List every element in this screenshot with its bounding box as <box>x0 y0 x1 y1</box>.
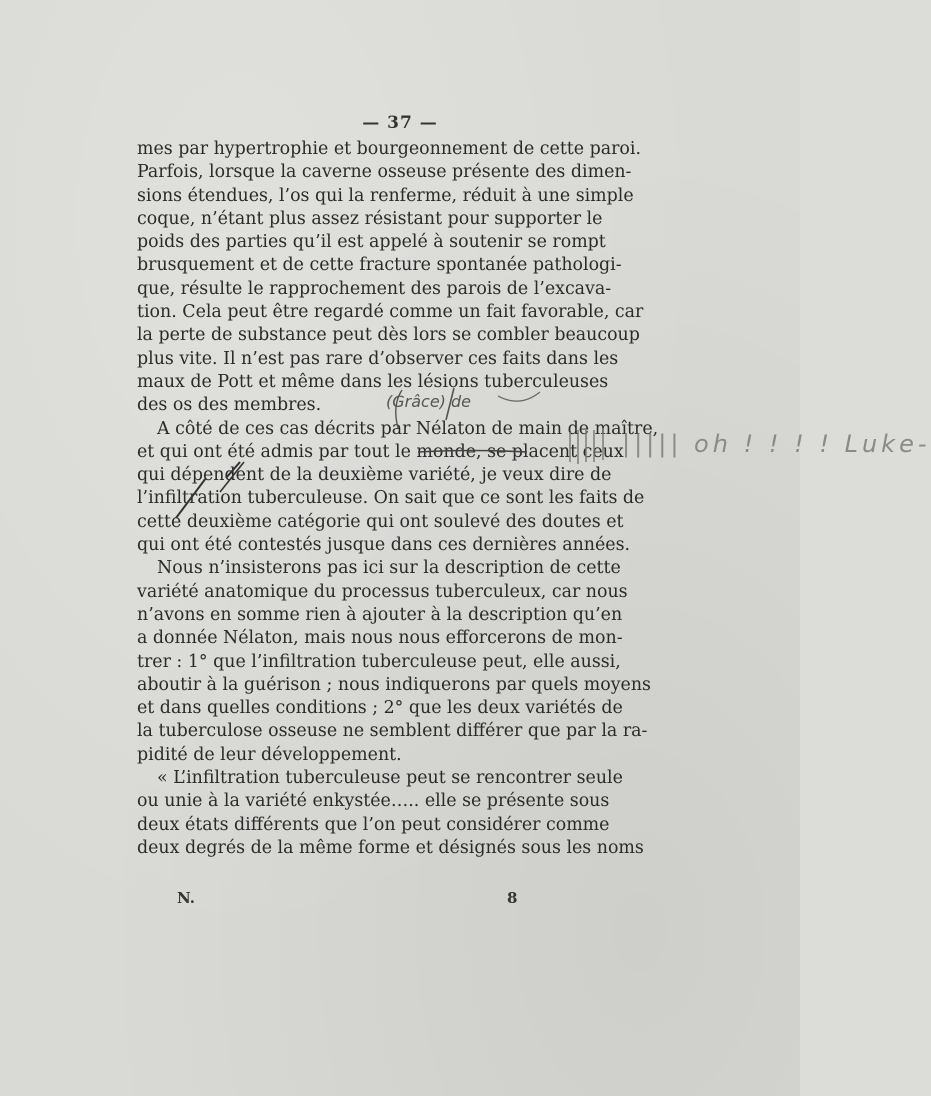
text-line: ou unie à la variété enkystée….. elle se présente sous <box>137 791 610 812</box>
body-text <box>137 138 659 860</box>
text-line: plus vite. Il n’est pas rare d’observer ces faits dans les <box>137 348 619 369</box>
text-line: coque, n’étant plus assez résistant pour supporter le <box>137 208 603 229</box>
text-line: des os des membres. <box>137 395 322 416</box>
text-line: la tuberculose osseuse ne semblent différer que par la ra- <box>137 721 648 742</box>
text-line: « L’infiltration tuberculeuse peut se rencontrer seule <box>157 768 623 789</box>
text-line: n’avons en somme rien à ajouter à la description qu’en <box>137 604 623 625</box>
text-line: brusquement et de cette fracture spontanée pathologi- <box>137 255 622 276</box>
text-line: tion. Cela peut être regardé comme un fait favorable, car <box>137 302 644 323</box>
text-line: a donnée Nélaton, mais nous nous efforcerons de mon- <box>137 628 623 649</box>
footer-sheet-number: 8 <box>507 889 518 907</box>
text-line: que, résulte le rapprochement des parois de l’excava- <box>137 278 612 299</box>
text-line: et dans quelles conditions ; 2° que les deux variétés de <box>137 698 623 719</box>
text-line: Parfois, lorsque la caverne osseuse présente des dimen- <box>137 162 632 183</box>
text-line: cette deuxième catégorie qui ont soulevé des doutes et <box>137 511 624 532</box>
handwritten-margin-annotation: ||||| oh ! ! ! ! Luke- <box>622 430 931 458</box>
text-line: sions étendues, l’os qui la renferme, réduit à une simple <box>137 185 634 206</box>
text-line: deux états différents que l’on peut considérer comme <box>137 814 610 835</box>
text-line: trer : 1° que l’infiltration tuberculeuse peut, elle aussi, <box>137 651 621 672</box>
text-line: maux de Pott et même dans les lésions tuberculeuses <box>137 371 609 392</box>
text-line: variété anatomique du processus tuberculeux, car nous <box>137 581 628 602</box>
text-line: l’infiltration tuberculeuse. On sait que ce sont les faits de <box>137 488 645 509</box>
text-line: A côté de ces cas décrits par Nélaton de main de maître, <box>157 418 659 439</box>
text-line: deux degrés de la même forme et désignés sous les noms <box>137 837 644 858</box>
text-line: qui dépendent de la deuxième variété, je veux dire de <box>137 465 612 486</box>
text-line: et qui ont été admis par tout le monde, se placent ceux <box>137 441 624 462</box>
text-line: qui ont été contestés jusque dans ces dernières années. <box>137 535 631 556</box>
text-line: Nous n’insisterons pas ici sur la description de cette <box>157 558 621 579</box>
page-number: — 37 — <box>362 113 438 133</box>
text-line: aboutir à la guérison ; nous indiquerons par quels moyens <box>137 674 651 695</box>
footer-signature-mark: N. <box>177 889 195 907</box>
text-line: mes par hypertrophie et bourgeonnement de cette paroi. <box>137 139 641 159</box>
text-line: poids des parties qu’il est appelé à soutenir se rompt <box>137 232 606 253</box>
text-line: la perte de substance peut dès lors se combler beaucoup <box>137 325 640 346</box>
handwritten-inline-annotation: (Grâce) de <box>386 392 471 411</box>
text-line: pidité de leur développement. <box>137 744 402 765</box>
